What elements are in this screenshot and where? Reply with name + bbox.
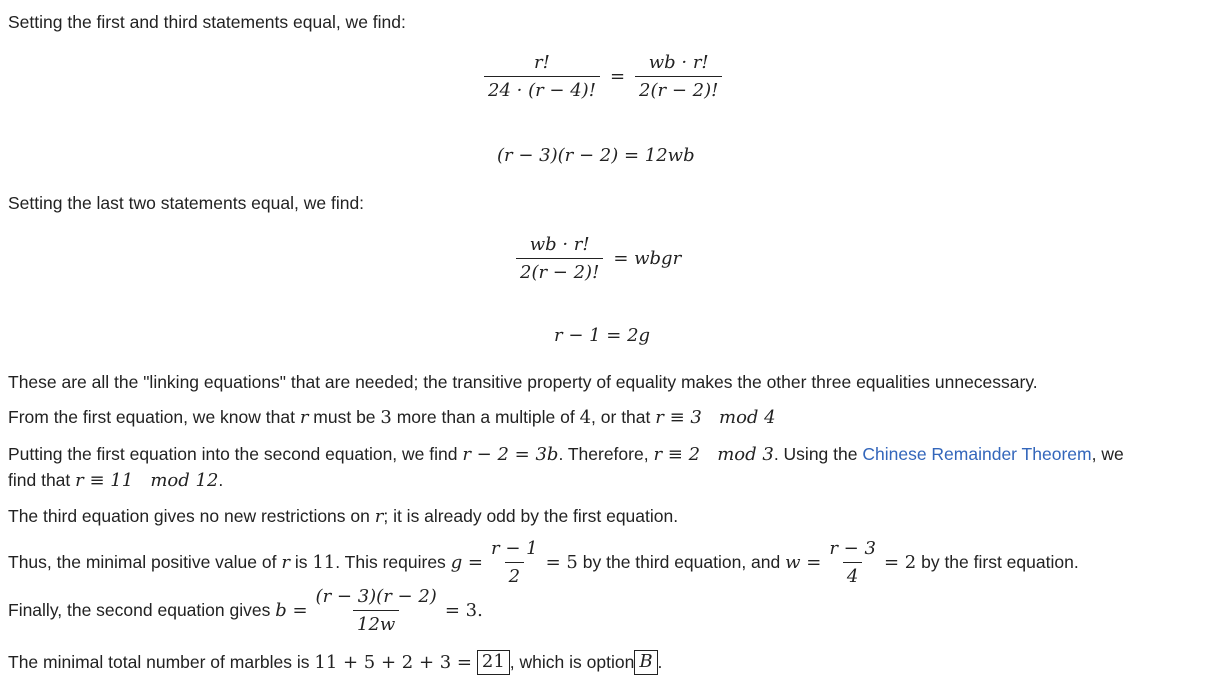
text: is	[294, 552, 308, 573]
math-r-mod-4: r ≡ 3 mod 4	[655, 407, 776, 428]
text: , we	[1091, 444, 1124, 464]
text: From the first equation, we know that	[8, 407, 300, 427]
math-r-mod-3: r ≡ 2 mod 3	[653, 444, 774, 465]
text: must be	[308, 407, 381, 427]
fraction-numerator: r − 1	[491, 538, 538, 559]
text: find that	[8, 470, 76, 490]
final-answer-paragraph	[8, 650, 662, 675]
math-r-2-3b: r − 2 = 3b	[462, 444, 559, 465]
math-equals-2: = 2	[883, 552, 917, 574]
text: , or that	[591, 407, 656, 427]
intro-paragraph-1: Setting the first and third statements equal, we find:	[8, 12, 406, 32]
equation-last-two	[516, 234, 681, 283]
math-r: r	[374, 506, 384, 527]
text: . This requires	[335, 552, 446, 573]
fraction-denominator: 4	[843, 562, 862, 588]
math-equals-5: = 5	[545, 552, 578, 574]
math-r-mod-12: r ≡ 11 mod 12	[75, 470, 219, 491]
fraction-numerator: (r − 3)(r − 2)	[315, 586, 437, 607]
fraction-w	[825, 538, 880, 587]
math-b-equals: b =	[275, 600, 308, 622]
text: .	[657, 651, 663, 672]
math-4: 4	[579, 407, 592, 428]
fraction-denominator: 12w	[353, 610, 399, 636]
equation-first-third	[484, 52, 722, 101]
fraction-numerator: wb · r!	[648, 52, 709, 73]
chinese-remainder-theorem-link[interactable]: Chinese Remainder Theorem	[862, 444, 1092, 464]
fraction-b	[312, 586, 441, 635]
fraction-denominator: 2(r − 2)!	[635, 76, 722, 102]
math-w-equals: w =	[785, 552, 822, 574]
crt-paragraph-line-1	[8, 444, 1124, 465]
math-g-equals: g =	[450, 552, 484, 574]
math-r: r	[299, 407, 309, 428]
text: , which is option	[509, 651, 635, 672]
fraction-denominator: 24 · (r − 4)!	[484, 76, 600, 102]
intro-paragraph-2: Setting the last two statements equal, we find:	[8, 193, 365, 213]
fraction-numerator: r − 3	[829, 538, 876, 559]
text: . Using the	[773, 444, 863, 464]
third-equation-paragraph	[8, 506, 678, 527]
math-r: r	[281, 552, 290, 574]
text: . Therefore,	[558, 444, 654, 464]
mod-4-paragraph	[8, 407, 776, 428]
text: more than a multiple of	[391, 407, 580, 427]
fraction-lhs	[484, 52, 600, 101]
text: The minimal total number of marbles is	[8, 651, 310, 672]
math-equals-3: = 3.	[444, 600, 483, 622]
linking-equations-paragraph: These are all the "linking equations" that are needed; the transitive property of equality makes the other three equalities unnecessary.	[8, 372, 1038, 392]
math-3: 3	[380, 407, 392, 428]
math-11: 11	[312, 552, 336, 574]
text: ; it is already odd by the first equation.	[383, 506, 679, 526]
text: by the first equation.	[921, 552, 1079, 573]
text: Thus, the minimal positive value of	[8, 552, 277, 573]
text: Putting the first equation into the second equation, we find	[8, 444, 463, 464]
answer-box-option-b: B	[634, 650, 657, 675]
answer-box-21: 21	[477, 650, 510, 675]
fraction-numerator: r!	[534, 52, 550, 73]
minimal-value-paragraph	[8, 538, 1079, 587]
text: Finally, the second equation gives	[8, 600, 271, 621]
text: The third equation gives no new restrictions on	[8, 506, 375, 526]
fraction-rhs	[635, 52, 722, 101]
fraction-denominator: 2(r − 2)!	[516, 258, 603, 284]
fraction-wb-r	[516, 234, 603, 283]
fraction-denominator: 2	[505, 562, 524, 588]
equals-sign: =	[609, 66, 626, 88]
equation-result-12wb: (r − 3)(r − 2) = 12wb	[497, 145, 695, 166]
text: by the third equation, and	[582, 552, 781, 573]
crt-paragraph-line-2	[8, 470, 223, 491]
second-equation-paragraph	[8, 586, 483, 635]
equation-r-minus-1: r − 1 = 2g	[554, 325, 651, 346]
fraction-g	[487, 538, 542, 587]
equation-rhs: = wbgr	[613, 248, 682, 270]
text: .	[218, 470, 224, 490]
math-sum: 11 + 5 + 2 + 3 =	[314, 651, 473, 673]
fraction-numerator: wb · r!	[529, 234, 590, 255]
